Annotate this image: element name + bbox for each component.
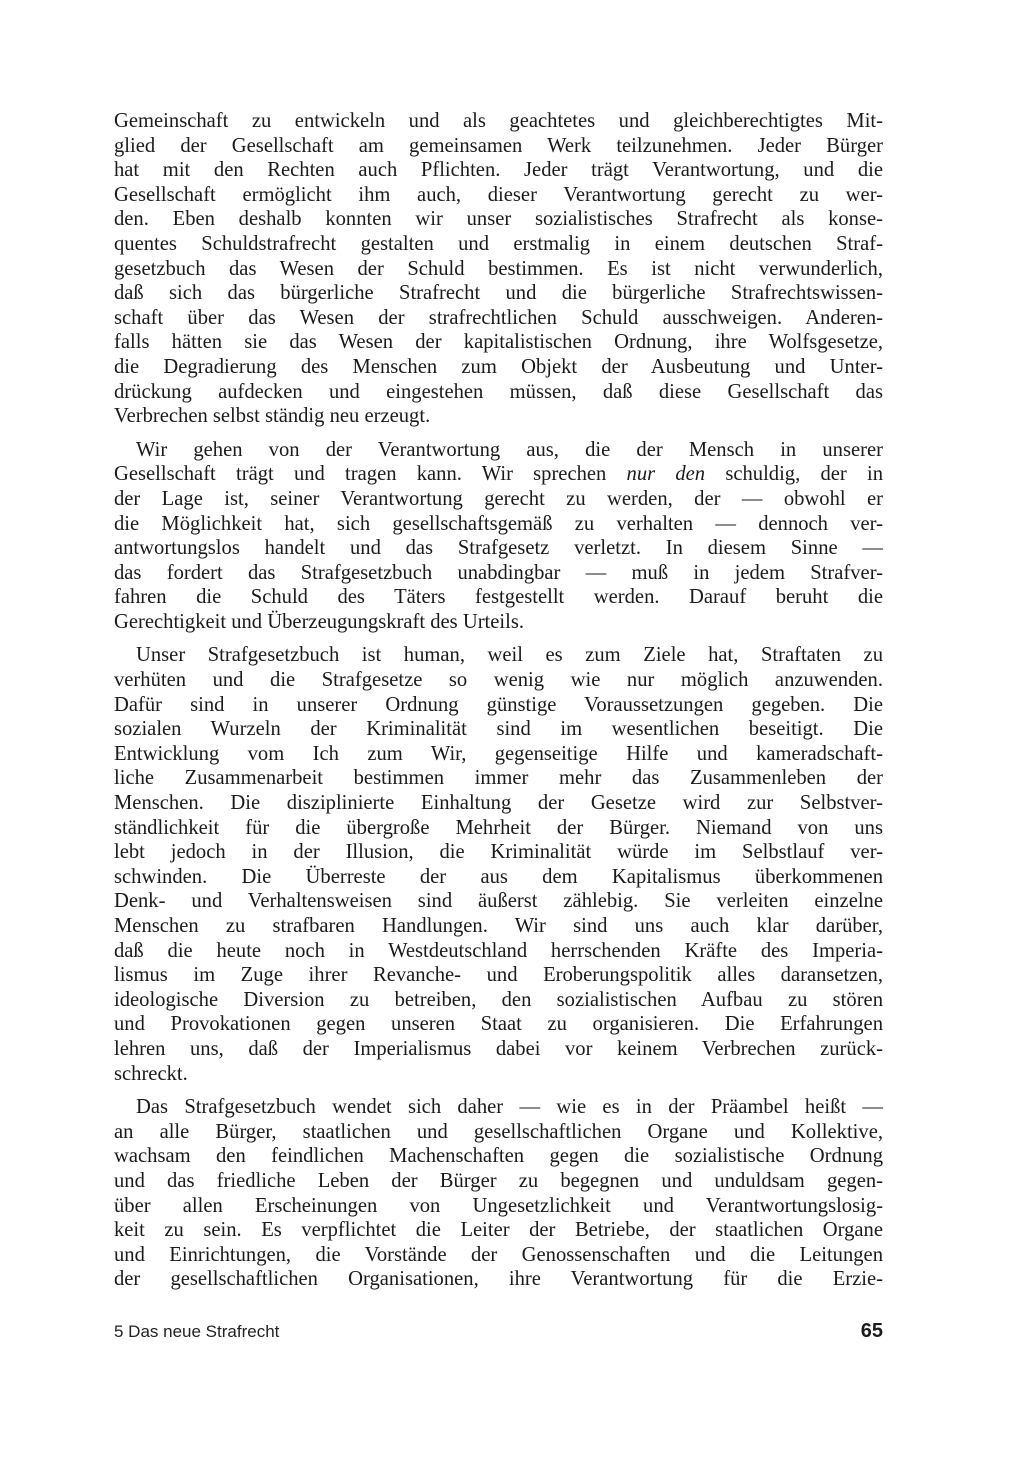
text-line: hat mit den Rechten auch Pflichten. Jeder trägt Verantwortung, und die xyxy=(114,159,883,182)
text-line: Gesellschaft ermöglicht ihm auch, dieser Verantwortung gerecht zu wer- xyxy=(114,183,883,206)
text-line: an alle Bürger, staatlichen und gesellschaftlichen Organe und Kollektive, xyxy=(114,1120,883,1143)
text-line: sozialen Wurzeln der Kriminalität sind im wesentlichen beseitigt. Die xyxy=(114,718,883,741)
text-line: schaft über das Wesen der strafrechtlichen Schuld ausschweigen. Anderen- xyxy=(114,306,883,329)
text-line: die Möglichkeit hat, sich gesellschaftsgemäß zu verhalten — dennoch ver- xyxy=(114,512,883,535)
text-line: und Provokationen gegen unseren Staat zu organisieren. Die Erfahrungen xyxy=(114,1013,883,1036)
text-line: Unser Strafgesetzbuch ist human, weil es zum Ziele hat, Straftaten zu xyxy=(136,644,883,667)
text-line: drückung aufdecken und eingestehen müssen, daß diese Gesellschaft das xyxy=(114,380,883,403)
text-line: daß die heute noch in Westdeutschland herrschenden Kräfte des Imperia- xyxy=(114,939,883,962)
text-line: wachsam den feindlichen Machenschaften gegen die sozialistische Ordnung xyxy=(114,1145,883,1168)
paragraph xyxy=(114,643,883,1086)
paragraph xyxy=(114,438,883,635)
text-line: Dafür sind in unserer Ordnung günstige Voraussetzungen gegeben. Die xyxy=(114,693,883,716)
text-line: Menschen zu strafbaren Handlungen. Wir sind uns auch klar darüber, xyxy=(114,915,883,937)
text-line: lehren uns, daß der Imperialismus dabei vor keinem Verbrechen zurück- xyxy=(114,1037,883,1060)
text-line: das fordert das Strafgesetzbuch unabdingbar — muß in jedem Strafver- xyxy=(114,561,883,584)
text-line: Das Strafgesetzbuch wendet sich daher — wie es in der Präambel heißt — xyxy=(136,1096,883,1119)
text-line: und das friedliche Leben der Bürger zu begegnen und unduldsam gegen- xyxy=(114,1169,883,1192)
paragraph xyxy=(114,109,883,429)
text-line: über allen Erscheinungen von Ungesetzlichkeit und Verantwortungslosig- xyxy=(114,1194,883,1217)
text-line: schreckt. xyxy=(114,1062,188,1085)
text-line: Gesellschaft trägt und tragen kann. Wir sprechen nur den schuldig, der in xyxy=(114,463,883,486)
text-line: Menschen. Die disziplinierte Einhaltung der Gesetze wird zur Selbstver- xyxy=(114,792,883,815)
paragraph xyxy=(114,1095,883,1292)
page-footer xyxy=(114,1320,883,1346)
emphasis-text: nur den xyxy=(626,463,706,486)
text-line: lismus im Zuge ihrer Revanche- und Eroberungspolitik alles daransetzen, xyxy=(114,964,883,987)
footer-title: 5 Das neue Strafrecht xyxy=(114,1322,280,1341)
text-line: schwinden. Die Überreste der aus dem Kapitalismus überkommenen xyxy=(114,865,883,888)
text-line: verhüten und die Strafgesetze so wenig wie nur möglich anzuwenden. xyxy=(114,669,883,692)
text-line: Wir gehen von der Verantwortung aus, die der Mensch in unserer xyxy=(136,438,883,461)
text-line: glied der Gesellschaft am gemeinsamen Werk teilzunehmen. Jeder Bürger xyxy=(114,134,883,157)
page-number: 65 xyxy=(860,1320,883,1342)
text-line: gesetzbuch das Wesen der Schuld bestimmen. Es ist nicht verwunderlich, xyxy=(114,257,883,280)
text-line: liche Zusammenarbeit bestimmen immer mehr das Zusammenleben der xyxy=(114,767,883,790)
text-line: ständlichkeit für die übergroße Mehrheit der Bürger. Niemand von uns xyxy=(114,816,883,839)
text-line: den. Eben deshalb konnten wir unser sozialistisches Strafrecht als konse- xyxy=(114,208,883,231)
text-line: quentes Schuldstrafrecht gestalten und erstmalig in einem deutschen Straf- xyxy=(114,232,883,255)
text-line: fahren die Schuld des Täters festgestellt werden. Darauf beruht die xyxy=(114,586,883,609)
text-line: falls hätten sie das Wesen der kapitalistischen Ordnung, ihre Wolfsgesetze, xyxy=(114,331,883,354)
text-line: antwortungslos handelt und das Strafgesetz verletzt. In diesem Sinne — xyxy=(114,537,883,560)
text-line: Denk- und Verhaltensweisen sind äußerst zählebig. Sie verleiten einzelne xyxy=(114,890,883,913)
text-line: der Lage ist, seiner Verantwortung gerecht zu werden, der — obwohl er xyxy=(114,487,883,510)
text-line: Entwicklung vom Ich zum Wir, gegenseitige Hilfe und kameradschaft- xyxy=(114,742,883,765)
text-line: ideologische Diversion zu betreiben, den sozialistischen Aufbau zu stören xyxy=(114,988,883,1011)
text-line: daß sich das bürgerliche Strafrecht und die bürgerliche Strafrechtswissen- xyxy=(114,282,883,305)
text-line: und Einrichtungen, die Vorstände der Genossenschaften und die Leitungen xyxy=(114,1243,883,1266)
body-text xyxy=(114,109,883,1292)
text-line: lebt jedoch in der Illusion, die Kriminalität würde im Selbstlauf ver- xyxy=(114,841,883,864)
text-line: Gerechtigkeit und Überzeugungskraft des Urteils. xyxy=(114,610,525,633)
text-line: die Degradierung des Menschen zum Objekt der Ausbeutung und Unter- xyxy=(114,355,883,378)
text-line: Gemeinschaft zu entwickeln und als geachtetes und gleichberechtigtes Mit- xyxy=(114,110,883,132)
text-line: keit zu sein. Es verpflichtet die Leiter der Betriebe, der staatlichen Organe xyxy=(114,1219,883,1242)
text-line: der gesellschaftlichen Organisationen, ihre Verantwortung für die Erzie- xyxy=(114,1268,883,1291)
text-line: Verbrechen selbst ständig neu erzeugt. xyxy=(114,405,431,428)
